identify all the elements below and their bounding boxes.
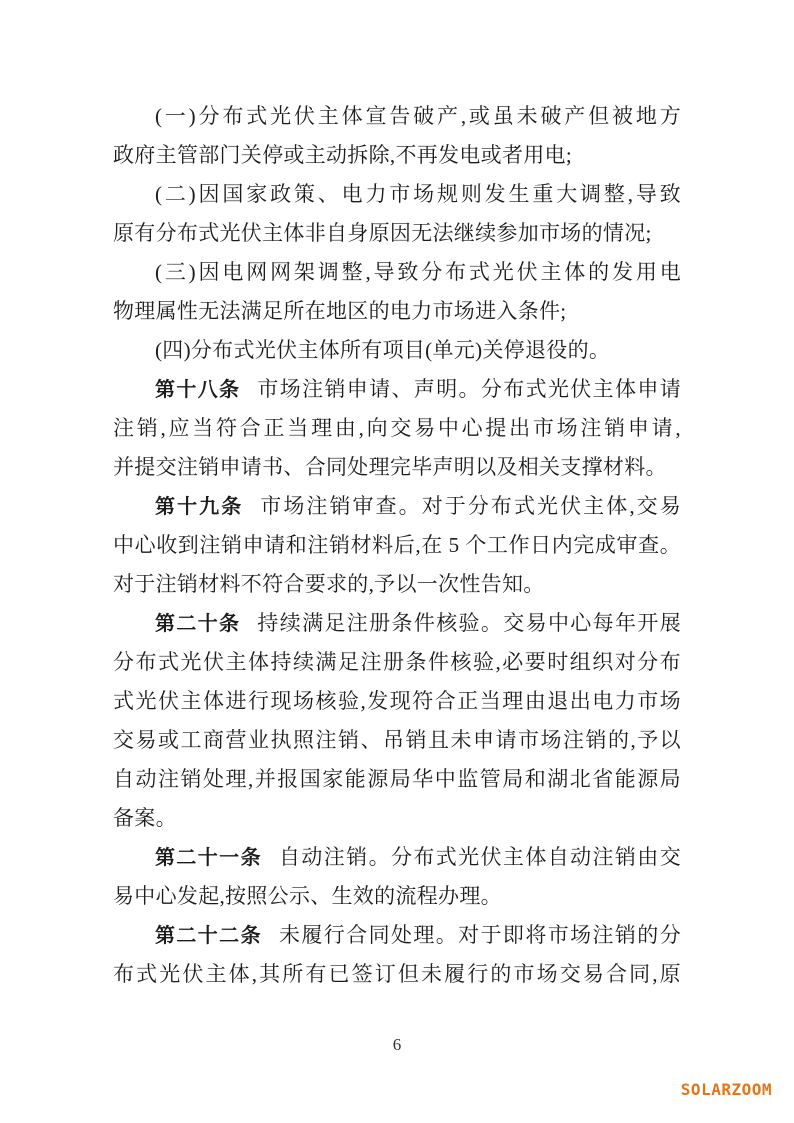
text-line: 式光伏主体进行现场核验,发现符合正当理由退出电力市场	[113, 689, 681, 713]
article-number: 第十九条	[155, 496, 244, 518]
text-line	[113, 604, 681, 643]
text-line: 物理属性无法满足所在地区的电力市场进入条件;	[113, 299, 567, 323]
text-line: 易中心发起,按照公示、生效的流程办理。	[113, 884, 502, 908]
text-line: 中心收到注销申请和注销材料后,在 5 个工作日内完成审查。	[113, 533, 681, 557]
line-text: 持续满足注册条件核验。交易中心每年开展	[257, 611, 681, 635]
page-number: 6	[392, 1035, 402, 1054]
text-line: 并提交注销申请书、合同处理完毕声明以及相关支撑材料。	[113, 455, 667, 479]
text-line: 布式光伏主体,其所有已签订但未履行的市场交易合同,原	[113, 962, 681, 986]
text-line: 分布式光伏主体持续满足注册条件核验,必要时组织对分布	[113, 650, 681, 674]
document-body	[113, 97, 681, 994]
text-line	[113, 916, 681, 955]
solarzoom-watermark: SOLARZOOM	[680, 1080, 772, 1099]
text-line: 自动注销处理,并报国家能源局华中监管局和湖北省能源局	[113, 767, 681, 791]
text-line: (三)因电网网架调整,导致分布式光伏主体的发用电	[155, 260, 681, 284]
text-line: 原有分布式光伏主体非自身原因无法继续参加市场的情况;	[113, 221, 652, 245]
article-number: 第十八条	[155, 379, 241, 401]
line-text: 市场注销申请、声明。分布式光伏主体申请	[257, 377, 681, 401]
text-line	[113, 370, 681, 409]
text-line: 注销,应当符合正当理由,向交易中心提出市场注销申请,	[113, 416, 681, 440]
text-line: (四)分布式光伏主体所有项目(单元)关停退役的。	[155, 338, 611, 362]
article-number: 第二十二条	[155, 925, 262, 947]
article-number: 第二十一条	[155, 847, 262, 869]
line-text: 未履行合同处理。对于即将市场注销的分	[278, 923, 682, 947]
text-line: 备案。	[113, 806, 177, 830]
article-number: 第二十条	[155, 613, 241, 635]
text-line	[113, 487, 681, 526]
line-text: 自动注销。分布式光伏主体自动注销由交	[278, 845, 682, 869]
text-line: (二)因国家政策、电力市场规则发生重大调整,导致	[155, 182, 681, 206]
text-line: 对于注销材料不符合要求的,予以一次性告知。	[113, 572, 545, 596]
text-line: 交易或工商营业执照注销、吊销且未申请市场注销的,予以	[113, 728, 681, 752]
text-line: 政府主管部门关停或主动拆除,不再发电或者用电;	[113, 143, 572, 167]
text-line: (一)分布式光伏主体宣告破产,或虽未破产但被地方	[155, 104, 681, 128]
text-line	[113, 838, 681, 877]
line-text: 市场注销审查。对于分布式光伏主体,交易	[260, 494, 681, 518]
